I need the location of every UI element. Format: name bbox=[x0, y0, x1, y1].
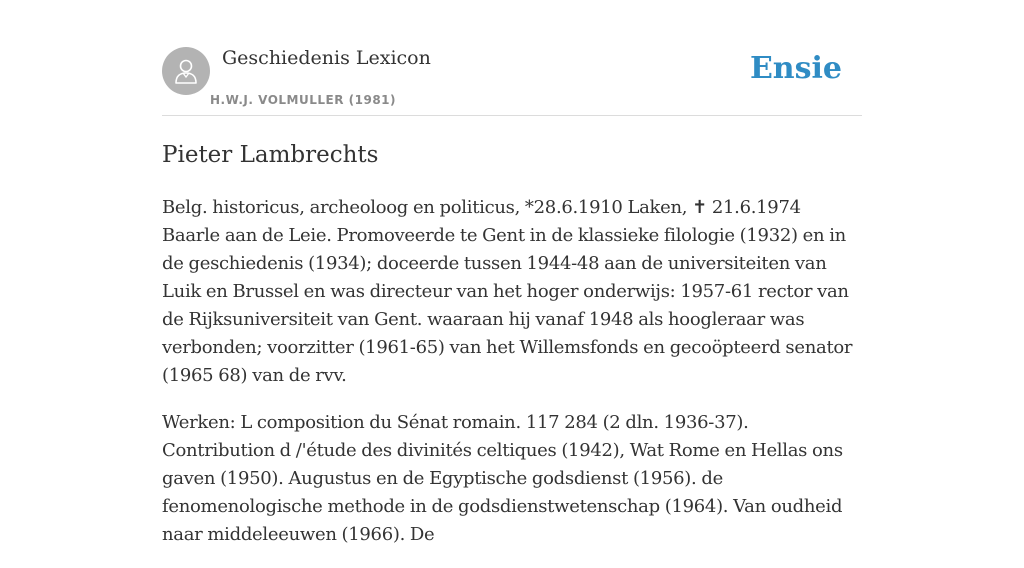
article bbox=[162, 138, 862, 568]
source-title[interactable]: Geschiedenis Lexicon bbox=[222, 47, 431, 69]
ensie-logo[interactable]: Ensie bbox=[749, 51, 842, 86]
article-paragraph: Werken: L composition du Sénat romain. 117 284 (2 dln. 1936-37). Contribution d /'étude des divinités celtiques (1942), Wat Rome en Hellas ons gaven (1950). Augustus en de Egyptische godsdienst (1956). de fenomenologische methode in de godsdienstwetenschap (1964). Van oudheid naar middeleeuwen (1966). De bbox=[162, 412, 843, 545]
source-header bbox=[162, 0, 862, 116]
article-paragraph: Belg. historicus, archeoloog en politicus, *28.6.1910 Laken, ✝ 21.6.1974 Baarle aan de Leie. Promoveerde te Gent in de klassieke filologie (1932) en in de geschiedenis (1934); doceerde tussen 1944-48 aan de universiteiten van Luik en Brussel en was directeur van het hoger onderwijs: 1957-61 rector van de Rijksuniversiteit van Gent. waaraan hij vanaf 1948 als hoogleraar was verbonden; voorzitter (1961-65) van het Willemsfonds en gecoöpteerd senator (1965 68) van de rvv. bbox=[162, 197, 853, 386]
article-title: Pieter Lambrechts bbox=[162, 142, 379, 168]
avatar[interactable] bbox=[162, 47, 210, 95]
user-icon bbox=[171, 56, 201, 86]
source-author[interactable]: H.W.J. VOLMULLER (1981) bbox=[210, 93, 397, 107]
